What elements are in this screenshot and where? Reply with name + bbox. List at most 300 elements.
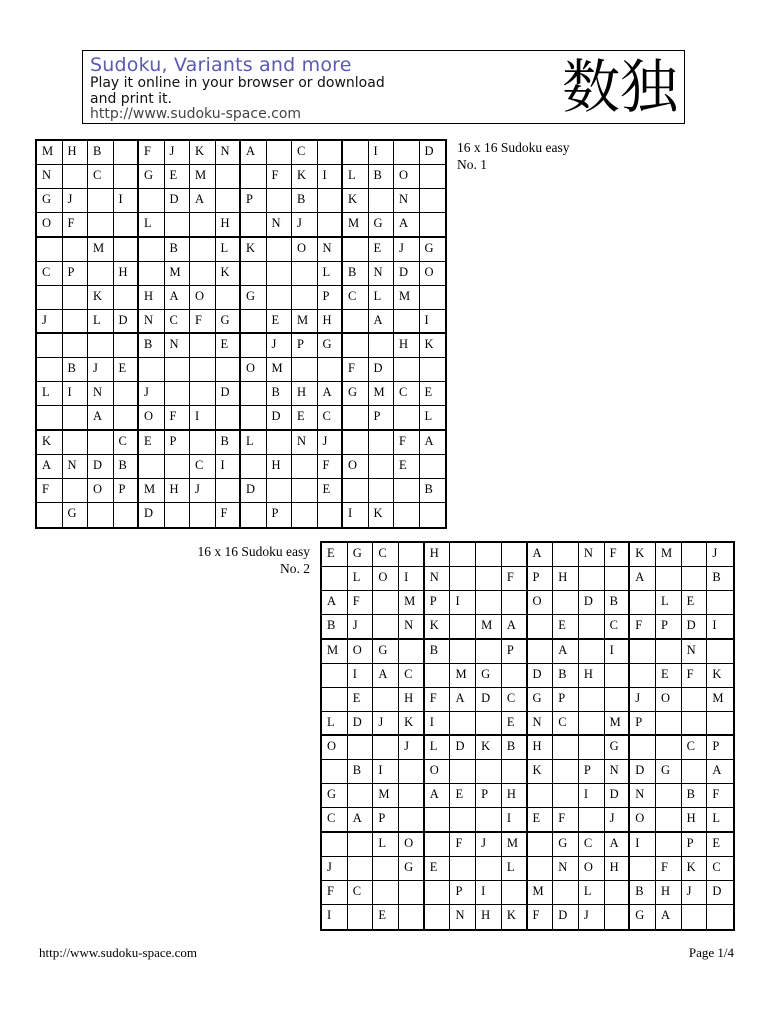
sudoku-cell[interactable]: F [528, 905, 554, 929]
sudoku-cell[interactable]: I [425, 712, 451, 736]
sudoku-cell[interactable]: D [241, 479, 267, 503]
sudoku-cell[interactable] [37, 358, 63, 382]
sudoku-cell[interactable]: C [318, 406, 344, 430]
sudoku-cell[interactable] [348, 736, 374, 760]
sudoku-cell[interactable]: K [682, 857, 708, 881]
sudoku-cell[interactable] [190, 238, 216, 262]
sudoku-cell[interactable]: G [343, 382, 369, 406]
sudoku-cell[interactable] [318, 358, 344, 382]
sudoku-cell[interactable] [241, 503, 267, 527]
sudoku-cell[interactable]: B [216, 431, 242, 455]
sudoku-cell[interactable] [579, 615, 605, 639]
sudoku-cell[interactable] [399, 784, 425, 808]
sudoku-cell[interactable]: D [707, 881, 733, 905]
sudoku-cell[interactable]: B [267, 382, 293, 406]
sudoku-cell[interactable]: B [139, 334, 165, 358]
sudoku-cell[interactable]: E [322, 543, 348, 567]
sudoku-cell[interactable] [399, 808, 425, 832]
sudoku-cell[interactable]: M [605, 712, 631, 736]
sudoku-cell[interactable]: J [682, 881, 708, 905]
sudoku-cell[interactable]: D [216, 382, 242, 406]
sudoku-cell[interactable]: G [373, 640, 399, 664]
sudoku-cell[interactable] [373, 857, 399, 881]
sudoku-cell[interactable] [292, 262, 318, 286]
sudoku-cell[interactable]: P [656, 615, 682, 639]
sudoku-cell[interactable]: J [37, 310, 63, 334]
sudoku-cell[interactable]: D [450, 736, 476, 760]
sudoku-cell[interactable]: M [267, 358, 293, 382]
sudoku-cell[interactable]: K [476, 736, 502, 760]
sudoku-cell[interactable]: L [502, 857, 528, 881]
sudoku-cell[interactable] [373, 881, 399, 905]
sudoku-cell[interactable] [292, 286, 318, 310]
sudoku-cell[interactable]: C [114, 431, 140, 455]
sudoku-cell[interactable]: B [88, 141, 114, 165]
sudoku-cell[interactable]: G [348, 543, 374, 567]
sudoku-cell[interactable]: A [450, 688, 476, 712]
sudoku-cell[interactable] [190, 334, 216, 358]
sudoku-cell[interactable] [450, 543, 476, 567]
sudoku-cell[interactable] [216, 479, 242, 503]
sudoku-cell[interactable] [425, 881, 451, 905]
sudoku-cell[interactable]: E [114, 358, 140, 382]
sudoku-cell[interactable]: H [502, 784, 528, 808]
sudoku-cell[interactable] [528, 615, 554, 639]
sudoku-cell[interactable]: L [343, 165, 369, 189]
sudoku-cell[interactable] [630, 664, 656, 688]
sudoku-cell[interactable]: J [292, 213, 318, 237]
sudoku-cell[interactable]: C [292, 141, 318, 165]
sudoku-cell[interactable]: A [322, 591, 348, 615]
sudoku-cell[interactable] [190, 262, 216, 286]
sudoku-cell[interactable]: H [682, 808, 708, 832]
sudoku-cell[interactable] [682, 760, 708, 784]
sudoku-cell[interactable] [63, 431, 89, 455]
sudoku-cell[interactable]: M [369, 382, 395, 406]
sudoku-cell[interactable] [216, 406, 242, 430]
sudoku-cell[interactable] [579, 688, 605, 712]
sudoku-cell[interactable] [425, 905, 451, 929]
sudoku-cell[interactable]: K [37, 431, 63, 455]
sudoku-cell[interactable] [318, 213, 344, 237]
sudoku-cell[interactable] [114, 286, 140, 310]
sudoku-cell[interactable] [579, 808, 605, 832]
sudoku-cell[interactable]: G [63, 503, 89, 527]
sudoku-cell[interactable]: N [553, 857, 579, 881]
sudoku-cell[interactable]: D [605, 784, 631, 808]
sudoku-cell[interactable] [88, 262, 114, 286]
sudoku-cell[interactable]: K [241, 238, 267, 262]
sudoku-cell[interactable]: P [502, 640, 528, 664]
sudoku-cell[interactable]: D [682, 615, 708, 639]
sudoku-cell[interactable]: C [373, 543, 399, 567]
sudoku-cell[interactable]: N [63, 455, 89, 479]
sudoku-cell[interactable]: M [373, 784, 399, 808]
sudoku-cell[interactable]: P [241, 189, 267, 213]
sudoku-cell[interactable]: I [318, 165, 344, 189]
sudoku-cell[interactable] [682, 567, 708, 591]
sudoku-cell[interactable]: A [707, 760, 733, 784]
sudoku-cell[interactable] [707, 640, 733, 664]
sudoku-cell[interactable]: I [373, 760, 399, 784]
sudoku-cell[interactable]: P [369, 406, 395, 430]
sudoku-cell[interactable]: G [605, 736, 631, 760]
sudoku-cell[interactable]: N [267, 213, 293, 237]
sudoku-cell[interactable]: K [707, 664, 733, 688]
sudoku-cell[interactable]: O [343, 455, 369, 479]
sudoku-cell[interactable]: H [528, 736, 554, 760]
sudoku-cell[interactable] [267, 262, 293, 286]
sudoku-cell[interactable]: J [88, 358, 114, 382]
sudoku-cell[interactable]: F [37, 479, 63, 503]
sudoku-cell[interactable]: B [425, 640, 451, 664]
sudoku-cell[interactable]: G [656, 760, 682, 784]
sudoku-cell[interactable]: I [476, 881, 502, 905]
sudoku-cell[interactable] [420, 503, 446, 527]
sudoku-cell[interactable] [88, 334, 114, 358]
sudoku-cell[interactable] [37, 406, 63, 430]
sudoku-cell[interactable] [605, 881, 631, 905]
sudoku-cell[interactable]: F [190, 310, 216, 334]
sudoku-cell[interactable]: D [88, 455, 114, 479]
sudoku-cell[interactable]: P [114, 479, 140, 503]
sudoku-cell[interactable]: I [399, 567, 425, 591]
sudoku-cell[interactable]: B [292, 189, 318, 213]
sudoku-cell[interactable]: N [579, 543, 605, 567]
sudoku-cell[interactable]: H [267, 455, 293, 479]
sudoku-cell[interactable]: K [292, 165, 318, 189]
sudoku-cell[interactable]: C [190, 455, 216, 479]
sudoku-cell[interactable]: P [292, 334, 318, 358]
sudoku-cell[interactable] [165, 358, 191, 382]
sudoku-cell[interactable] [322, 833, 348, 857]
sudoku-cell[interactable]: J [165, 141, 191, 165]
sudoku-cell[interactable]: K [190, 141, 216, 165]
sudoku-cell[interactable] [553, 543, 579, 567]
sudoku-cell[interactable] [420, 189, 446, 213]
sudoku-cell[interactable]: D [420, 141, 446, 165]
sudoku-cell[interactable]: O [373, 567, 399, 591]
sudoku-cell[interactable]: A [348, 808, 374, 832]
sudoku-cell[interactable]: A [420, 431, 446, 455]
sudoku-cell[interactable] [139, 358, 165, 382]
sudoku-cell[interactable]: C [394, 382, 420, 406]
sudoku-cell[interactable]: A [630, 567, 656, 591]
sudoku-cell[interactable] [450, 857, 476, 881]
sudoku-cell[interactable]: L [216, 238, 242, 262]
sudoku-cell[interactable] [553, 760, 579, 784]
sudoku-cell[interactable] [190, 358, 216, 382]
sudoku-cell[interactable]: P [425, 591, 451, 615]
sudoku-cell[interactable]: F [139, 141, 165, 165]
sudoku-cell[interactable]: M [343, 213, 369, 237]
sudoku-cell[interactable]: N [682, 640, 708, 664]
sudoku-cell[interactable]: N [425, 567, 451, 591]
sudoku-cell[interactable] [579, 567, 605, 591]
sudoku-cell[interactable] [420, 213, 446, 237]
sudoku-cell[interactable]: K [343, 189, 369, 213]
sudoku-cell[interactable]: G [37, 189, 63, 213]
sudoku-cell[interactable] [373, 591, 399, 615]
sudoku-cell[interactable]: H [425, 543, 451, 567]
sudoku-cell[interactable]: F [216, 503, 242, 527]
sudoku-cell[interactable]: M [502, 833, 528, 857]
sudoku-cell[interactable] [476, 712, 502, 736]
sudoku-cell[interactable] [63, 310, 89, 334]
sudoku-cell[interactable]: L [88, 310, 114, 334]
sudoku-cell[interactable]: E [394, 455, 420, 479]
sudoku-cell[interactable] [322, 760, 348, 784]
sudoku-cell[interactable]: G [553, 833, 579, 857]
sudoku-cell[interactable]: I [216, 455, 242, 479]
sudoku-cell[interactable] [630, 857, 656, 881]
sudoku-cell[interactable]: N [318, 238, 344, 262]
sudoku-cell[interactable] [241, 310, 267, 334]
sudoku-cell[interactable]: B [322, 615, 348, 639]
sudoku-cell[interactable] [318, 189, 344, 213]
sudoku-cell[interactable]: L [369, 286, 395, 310]
sudoku-cell[interactable]: K [425, 615, 451, 639]
sudoku-cell[interactable]: E [369, 238, 395, 262]
sudoku-cell[interactable] [579, 712, 605, 736]
sudoku-cell[interactable] [528, 857, 554, 881]
sudoku-cell[interactable] [348, 857, 374, 881]
sudoku-cell[interactable] [216, 165, 242, 189]
sudoku-cell[interactable]: M [88, 238, 114, 262]
sudoku-cell[interactable]: F [267, 165, 293, 189]
sudoku-cell[interactable] [476, 640, 502, 664]
sudoku-cell[interactable]: O [241, 358, 267, 382]
sudoku-cell[interactable]: J [348, 615, 374, 639]
sudoku-cell[interactable] [605, 664, 631, 688]
sudoku-cell[interactable]: K [369, 503, 395, 527]
sudoku-cell[interactable]: C [322, 808, 348, 832]
sudoku-cell[interactable]: F [707, 784, 733, 808]
sudoku-cell[interactable]: M [165, 262, 191, 286]
sudoku-cell[interactable] [450, 615, 476, 639]
sudoku-cell[interactable]: E [682, 591, 708, 615]
sudoku-cell[interactable]: E [425, 857, 451, 881]
sudoku-cell[interactable] [88, 503, 114, 527]
sudoku-cell[interactable]: O [348, 640, 374, 664]
sudoku-cell[interactable]: H [165, 479, 191, 503]
sudoku-cell[interactable] [394, 503, 420, 527]
sudoku-cell[interactable] [343, 406, 369, 430]
sudoku-cell[interactable]: N [165, 334, 191, 358]
sudoku-cell[interactable] [88, 189, 114, 213]
sudoku-cell[interactable] [399, 905, 425, 929]
sudoku-cell[interactable]: H [399, 688, 425, 712]
sudoku-cell[interactable]: E [292, 406, 318, 430]
sudoku-cell[interactable]: E [318, 479, 344, 503]
sudoku-cell[interactable] [88, 431, 114, 455]
sudoku-cell[interactable]: I [190, 406, 216, 430]
sudoku-cell[interactable]: P [165, 431, 191, 455]
sudoku-cell[interactable] [114, 382, 140, 406]
sudoku-cell[interactable] [369, 189, 395, 213]
sudoku-cell[interactable]: O [139, 406, 165, 430]
sudoku-cell[interactable] [292, 479, 318, 503]
sudoku-cell[interactable] [476, 567, 502, 591]
sudoku-cell[interactable]: J [139, 382, 165, 406]
sudoku-cell[interactable]: M [139, 479, 165, 503]
sudoku-cell[interactable]: M [322, 640, 348, 664]
sudoku-cell[interactable]: B [553, 664, 579, 688]
sudoku-cell[interactable] [241, 406, 267, 430]
sudoku-cell[interactable]: O [37, 213, 63, 237]
sudoku-cell[interactable]: B [348, 760, 374, 784]
sudoku-cell[interactable] [682, 688, 708, 712]
sudoku-cell[interactable]: K [502, 905, 528, 929]
sudoku-cell[interactable] [241, 165, 267, 189]
sudoku-cell[interactable] [394, 406, 420, 430]
sudoku-cell[interactable]: H [318, 310, 344, 334]
sudoku-cell[interactable]: E [165, 165, 191, 189]
sudoku-cell[interactable]: M [656, 543, 682, 567]
sudoku-cell[interactable] [267, 479, 293, 503]
sudoku-cell[interactable]: A [88, 406, 114, 430]
sudoku-cell[interactable] [656, 567, 682, 591]
sudoku-cell[interactable] [425, 833, 451, 857]
sudoku-cell[interactable]: E [528, 808, 554, 832]
sudoku-cell[interactable]: E [139, 431, 165, 455]
sudoku-cell[interactable]: D [267, 406, 293, 430]
sudoku-cell[interactable] [476, 760, 502, 784]
sudoku-cell[interactable] [707, 591, 733, 615]
sudoku-cell[interactable] [190, 213, 216, 237]
sudoku-cell[interactable] [553, 881, 579, 905]
sudoku-cell[interactable]: E [450, 784, 476, 808]
sudoku-cell[interactable] [399, 543, 425, 567]
sudoku-cell[interactable] [394, 141, 420, 165]
sudoku-cell[interactable] [656, 833, 682, 857]
sudoku-cell[interactable]: D [394, 262, 420, 286]
sudoku-cell[interactable] [241, 213, 267, 237]
sudoku-cell[interactable]: D [476, 688, 502, 712]
sudoku-cell[interactable] [502, 543, 528, 567]
sudoku-cell[interactable]: D [528, 664, 554, 688]
sudoku-cell[interactable]: I [707, 615, 733, 639]
sudoku-cell[interactable] [241, 455, 267, 479]
sudoku-cell[interactable]: A [605, 833, 631, 857]
sudoku-cell[interactable]: A [190, 189, 216, 213]
sudoku-cell[interactable] [553, 591, 579, 615]
sudoku-cell[interactable]: G [322, 784, 348, 808]
sudoku-cell[interactable]: L [420, 406, 446, 430]
sudoku-cell[interactable]: L [579, 881, 605, 905]
sudoku-cell[interactable] [682, 543, 708, 567]
sudoku-cell[interactable] [450, 760, 476, 784]
sudoku-cell[interactable]: B [165, 238, 191, 262]
sudoku-cell[interactable] [292, 455, 318, 479]
sudoku-cell[interactable]: I [343, 503, 369, 527]
sudoku-cell[interactable] [63, 334, 89, 358]
sudoku-cell[interactable]: H [656, 881, 682, 905]
sudoku-cell[interactable]: I [369, 141, 395, 165]
sudoku-cell[interactable] [114, 165, 140, 189]
sudoku-cell[interactable] [139, 238, 165, 262]
sudoku-cell[interactable]: D [553, 905, 579, 929]
sudoku-cell[interactable]: I [502, 808, 528, 832]
sudoku-cell[interactable]: A [37, 455, 63, 479]
sudoku-cell[interactable]: O [190, 286, 216, 310]
sudoku-cell[interactable]: A [502, 615, 528, 639]
sudoku-cell[interactable]: M [394, 286, 420, 310]
sudoku-cell[interactable] [425, 808, 451, 832]
sudoku-cell[interactable]: L [139, 213, 165, 237]
sudoku-cell[interactable]: I [579, 784, 605, 808]
sudoku-cell[interactable]: P [707, 736, 733, 760]
sudoku-cell[interactable] [348, 833, 374, 857]
sudoku-cell[interactable]: N [450, 905, 476, 929]
sudoku-cell[interactable]: O [630, 808, 656, 832]
sudoku-cell[interactable]: F [343, 358, 369, 382]
sudoku-cell[interactable]: K [88, 286, 114, 310]
sudoku-cell[interactable] [450, 640, 476, 664]
sudoku-cell[interactable]: L [322, 712, 348, 736]
sudoku-cell[interactable]: K [399, 712, 425, 736]
sudoku-cell[interactable] [37, 286, 63, 310]
sudoku-cell[interactable]: D [579, 591, 605, 615]
sudoku-cell[interactable]: P [553, 688, 579, 712]
sudoku-cell[interactable]: H [63, 141, 89, 165]
sudoku-cell[interactable]: A [165, 286, 191, 310]
sudoku-cell[interactable] [216, 286, 242, 310]
sudoku-cell[interactable]: N [139, 310, 165, 334]
sudoku-cell[interactable] [190, 382, 216, 406]
sudoku-cell[interactable] [343, 141, 369, 165]
sudoku-cell[interactable] [425, 664, 451, 688]
sudoku-cell[interactable]: H [553, 567, 579, 591]
sudoku-cell[interactable]: M [292, 310, 318, 334]
sudoku-cell[interactable]: B [114, 455, 140, 479]
sudoku-cell[interactable]: H [394, 334, 420, 358]
sudoku-cell[interactable] [139, 455, 165, 479]
sudoku-cell[interactable]: K [420, 334, 446, 358]
sudoku-cell[interactable] [420, 286, 446, 310]
sudoku-cell[interactable]: H [476, 905, 502, 929]
sudoku-cell[interactable]: P [528, 567, 554, 591]
sudoku-cell[interactable]: A [241, 141, 267, 165]
sudoku-cell[interactable]: F [63, 213, 89, 237]
sudoku-cell[interactable]: F [318, 455, 344, 479]
sudoku-cell[interactable]: C [605, 615, 631, 639]
sudoku-cell[interactable] [579, 640, 605, 664]
sudoku-cell[interactable]: B [369, 165, 395, 189]
sudoku-cell[interactable] [369, 334, 395, 358]
sudoku-cell[interactable] [553, 736, 579, 760]
sudoku-cell[interactable] [502, 881, 528, 905]
sudoku-cell[interactable] [476, 808, 502, 832]
sudoku-cell[interactable] [420, 358, 446, 382]
sudoku-cell[interactable] [190, 503, 216, 527]
sudoku-cell[interactable] [630, 640, 656, 664]
sudoku-cell[interactable]: O [425, 760, 451, 784]
sudoku-cell[interactable]: P [318, 286, 344, 310]
sudoku-cell[interactable] [318, 141, 344, 165]
sudoku-cell[interactable]: F [394, 431, 420, 455]
sudoku-cell[interactable] [267, 238, 293, 262]
sudoku-cell[interactable]: F [450, 833, 476, 857]
sudoku-cell[interactable] [682, 712, 708, 736]
sudoku-cell[interactable]: P [579, 760, 605, 784]
sudoku-cell[interactable] [241, 334, 267, 358]
sudoku-cell[interactable]: L [373, 833, 399, 857]
sudoku-cell[interactable]: P [63, 262, 89, 286]
sudoku-cell[interactable] [656, 784, 682, 808]
sudoku-cell[interactable]: O [656, 688, 682, 712]
sudoku-cell[interactable] [114, 406, 140, 430]
